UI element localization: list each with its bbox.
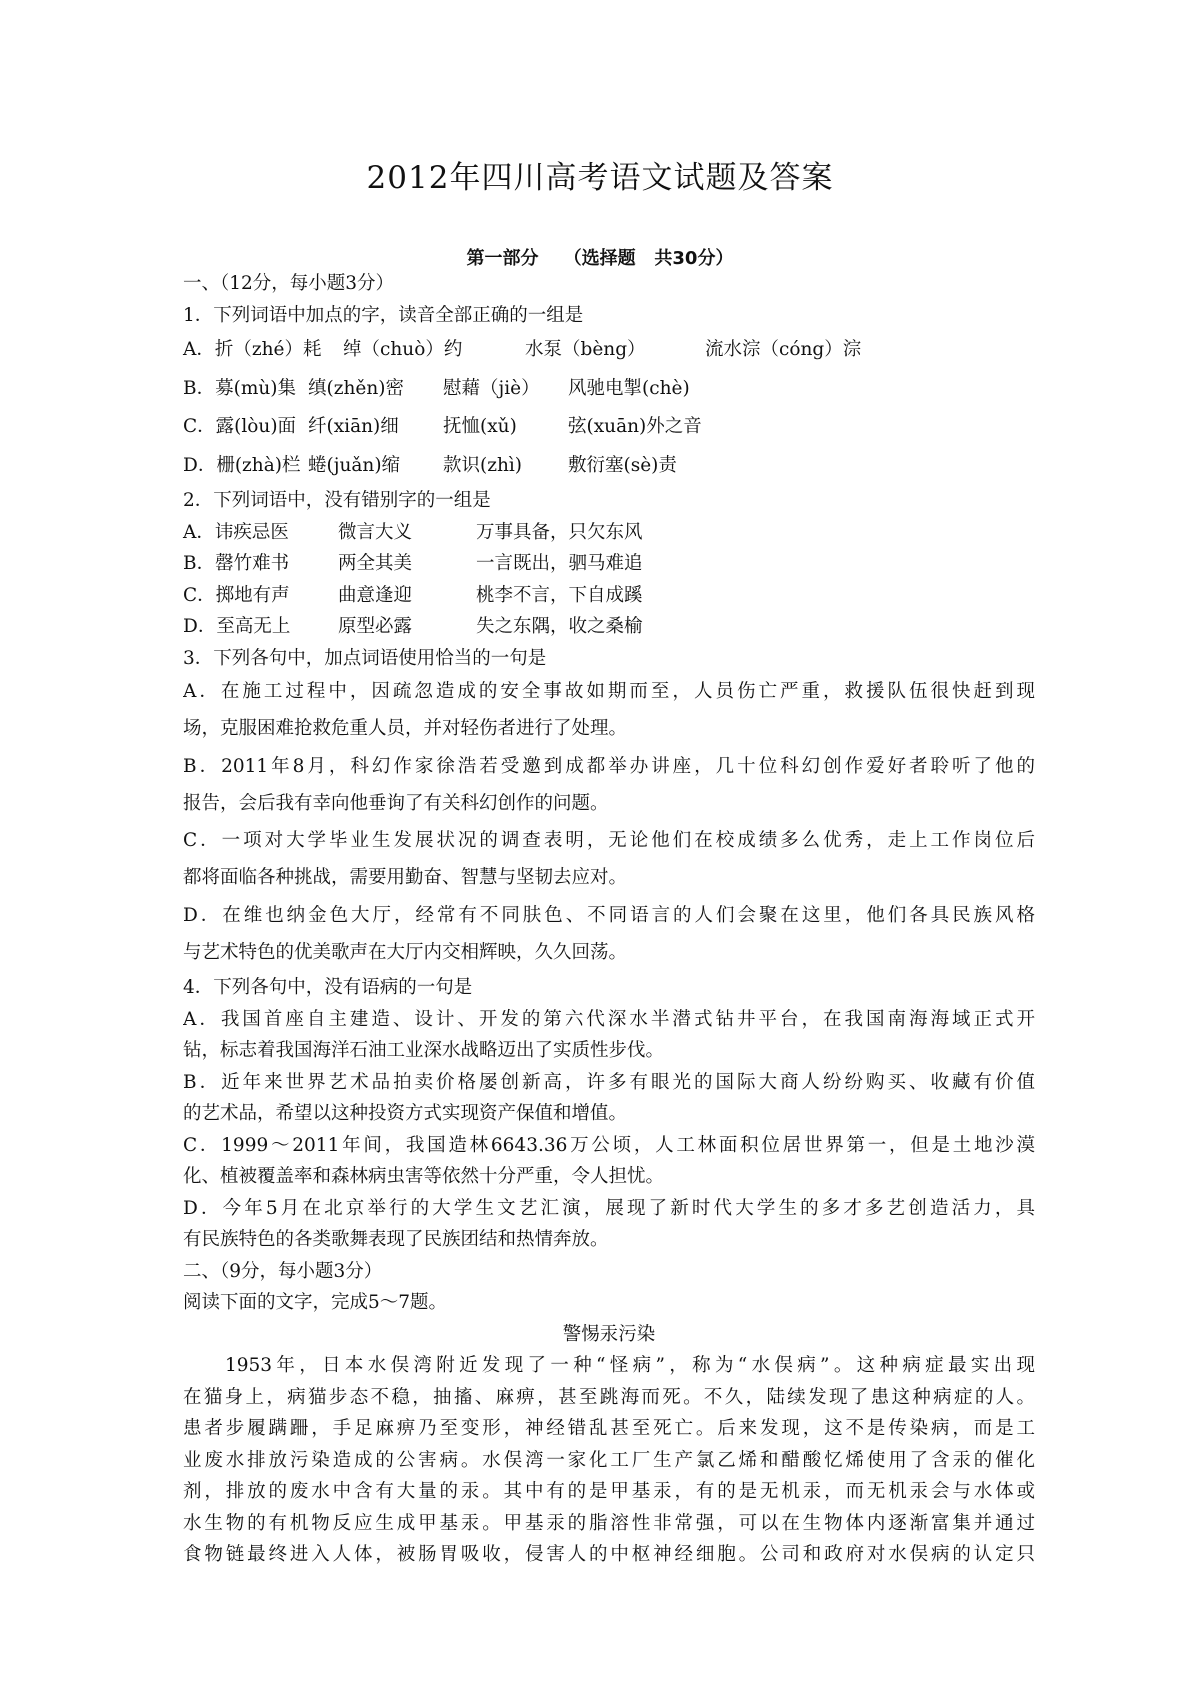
question-4-option-a-line2: 钻，标志着我国海洋石油工业深水战略迈出了实质性步伐。 — [183, 1040, 665, 1061]
option-item: 两全其美 — [338, 553, 413, 574]
document-title: 2012年四川高考语文试题及答案 — [366, 160, 834, 196]
part-one-heading: 第一部分 （选择题 共30分） — [466, 248, 734, 269]
question-4-option-b-line2: 的艺术品，希望以这种投资方式实现资产保值和增值。 — [183, 1103, 628, 1124]
question-3-option-d-line1: D．在维也纳金色大厅，经常有不同肤色、不同语言的人们会聚在这里，他们各具民族风格 — [183, 904, 1035, 926]
option-item: 风驰电掣(chè) — [568, 377, 690, 399]
option-item: 抚恤(xǔ) — [443, 416, 517, 437]
question-3-option-c-line2: 都将面临各种挑战，需要用勤奋、智慧与坚韧去应对。 — [183, 867, 628, 888]
option-item: A．讳疾忌医 — [183, 521, 289, 543]
question-1-option-c — [183, 408, 1035, 447]
option-item: 万事具备，只欠东风 — [476, 521, 643, 543]
question-3-stem: 3．下列各句中，加点词语使用恰当的一句是 — [183, 647, 547, 669]
option-item: 慰藉（jiè） — [443, 377, 540, 399]
option-item: 款识(zhì) — [443, 454, 523, 476]
question-2-stem: 2．下列词语中，没有错别字的一组是 — [183, 490, 491, 511]
option-item: 一言既出，驷马难追 — [476, 553, 643, 574]
question-4-option-d-line2: 有民族特色的各类歌舞表现了民族团结和热情奔放。 — [183, 1229, 609, 1250]
question-4-option-b-line1: B．近年来世界艺术品拍卖价格屡创新高，许多有眼光的国际大商人纷纷购买、收藏有价值 — [183, 1071, 1035, 1093]
option-item: A．折（zhé）耗 — [183, 339, 322, 360]
option-item: 桃李不言，下自成蹊 — [476, 584, 643, 606]
option-item: 纤(xiān)细 — [308, 416, 399, 437]
option-item: 弦(xuān)外之音 — [568, 416, 702, 437]
passage-line: 业废水排放污染造成的公害病。水俣湾一家化工厂生产氯乙烯和醋酸忆烯使用了含汞的催化 — [183, 1449, 1035, 1471]
question-3-option-b-line2: 报告，会后我有幸向他垂询了有关科幻创作的问题。 — [183, 792, 609, 814]
passage-line: 剂，排放的废水中含有大量的汞。其中有的是甲基汞，有的是无机汞，而无机汞会与水体或 — [183, 1481, 1035, 1502]
option-item: B．罄竹难书 — [183, 553, 290, 574]
question-3-option-d-line2: 与艺术特色的优美歌声在大厅内交相辉映，久久回荡。 — [183, 941, 628, 963]
option-item: 缜(zhěn)密 — [308, 377, 404, 399]
question-3-option-a-line1: A．在施工过程中，因疏忽造成的安全事故如期而至，人员伤亡严重，救援队伍很快赶到现 — [183, 681, 1035, 702]
option-item: D．栅(zhà)栏 — [183, 454, 301, 476]
reading-instruction: 阅读下面的文字，完成5～7题。 — [183, 1292, 448, 1313]
document-body — [183, 268, 1035, 1571]
option-item: 原型必露 — [338, 616, 413, 637]
question-1-option-b — [183, 370, 1035, 409]
option-item: 敷衍塞(sè)责 — [568, 454, 677, 476]
question-4-option-c-line1: C．1999～2011年间，我国造林6643.36万公顷，人工林面积位居世界第一，但是土地沙漠 — [183, 1134, 1035, 1156]
passage-title: 警惕汞污染 — [562, 1323, 656, 1345]
passage-line: 1953年，日本水俣湾附近发现了一种“怪病”，称为“水俣病”。这种病症最实出现 — [225, 1355, 1035, 1376]
option-item: 蜷(juǎn)缩 — [308, 454, 401, 476]
question-3-option-b-line1: B．2011年8月，科幻作家徐浩若受邀到成都举办讲座，几十位科幻创作爱好者聆听了他的 — [183, 755, 1035, 777]
question-4-option-a-line1: A．我国首座自主建造、设计、开发的第六代深水半潜式钻井平台，在我国南海海域正式开 — [183, 1008, 1035, 1030]
option-item: 微言大义 — [338, 521, 413, 543]
option-item: 绰（chuò）约 — [343, 339, 463, 360]
question-4-option-c-line2: 化、植被覆盖率和森林病虫害等依然十分严重，令人担忧。 — [183, 1166, 665, 1187]
question-3-option-c-line1: C．一项对大学毕业生发展状况的调查表明，无论他们在校成绩多么优秀，走上工作岗位后 — [183, 830, 1035, 851]
option-item: 水泵（bèng） — [525, 339, 646, 360]
question-2-option-d — [183, 611, 1035, 643]
option-item: 流水淙（cóng）淙 — [705, 339, 862, 360]
question-1-option-a — [183, 331, 1035, 370]
option-item: 曲意逢迎 — [338, 584, 413, 606]
question-2-option-c — [183, 580, 1035, 612]
passage-line: 患者步履蹒跚，手足麻痹乃至变形，神经错乱甚至死亡。后来发现，这不是传染病，而是工 — [183, 1418, 1035, 1439]
question-4-option-d-line1: D．今年5月在北京举行的大学生文艺汇演，展现了新时代大学生的多才多艺创造活力，具 — [183, 1197, 1035, 1219]
question-1-stem: 1．下列词语中加点的字，读音全部正确的一组是 — [183, 304, 584, 326]
option-item: C．露(lòu)面 — [183, 416, 297, 437]
section-one-heading: 一、（12分，每小题3分） — [183, 273, 395, 294]
question-2-option-b — [183, 548, 1035, 580]
question-1-option-d — [183, 447, 1035, 486]
option-item: D．至高无上 — [183, 616, 291, 637]
question-2-option-a — [183, 517, 1035, 549]
question-3-option-a-line2: 场，克服困难抢救危重人员，并对轻伤者进行了处理。 — [183, 718, 628, 739]
section-two-heading: 二、（9分，每小题3分） — [183, 1260, 383, 1282]
passage-line: 食物链最终进入人体，被肠胃吸收，侵害人的中枢神经细胞。公司和政府对水俣病的认定只 — [183, 1544, 1035, 1565]
option-item: 失之东隅，收之桑榆 — [476, 616, 643, 637]
passage-line: 在猫身上，病猫步态不稳，抽搐、麻痹，甚至跳海而死。不久，陆续发现了患这种病症的人。 — [183, 1386, 1035, 1408]
option-item: B．募(mù)集 — [183, 377, 296, 399]
question-4-stem: 4．下列各句中，没有语病的一句是 — [183, 977, 473, 998]
option-item: C．掷地有声 — [183, 584, 290, 606]
passage-line: 水生物的有机物反应生成甲基汞。甲基汞的脂溶性非常强，可以在生物体内逐渐富集并通过 — [183, 1512, 1035, 1534]
